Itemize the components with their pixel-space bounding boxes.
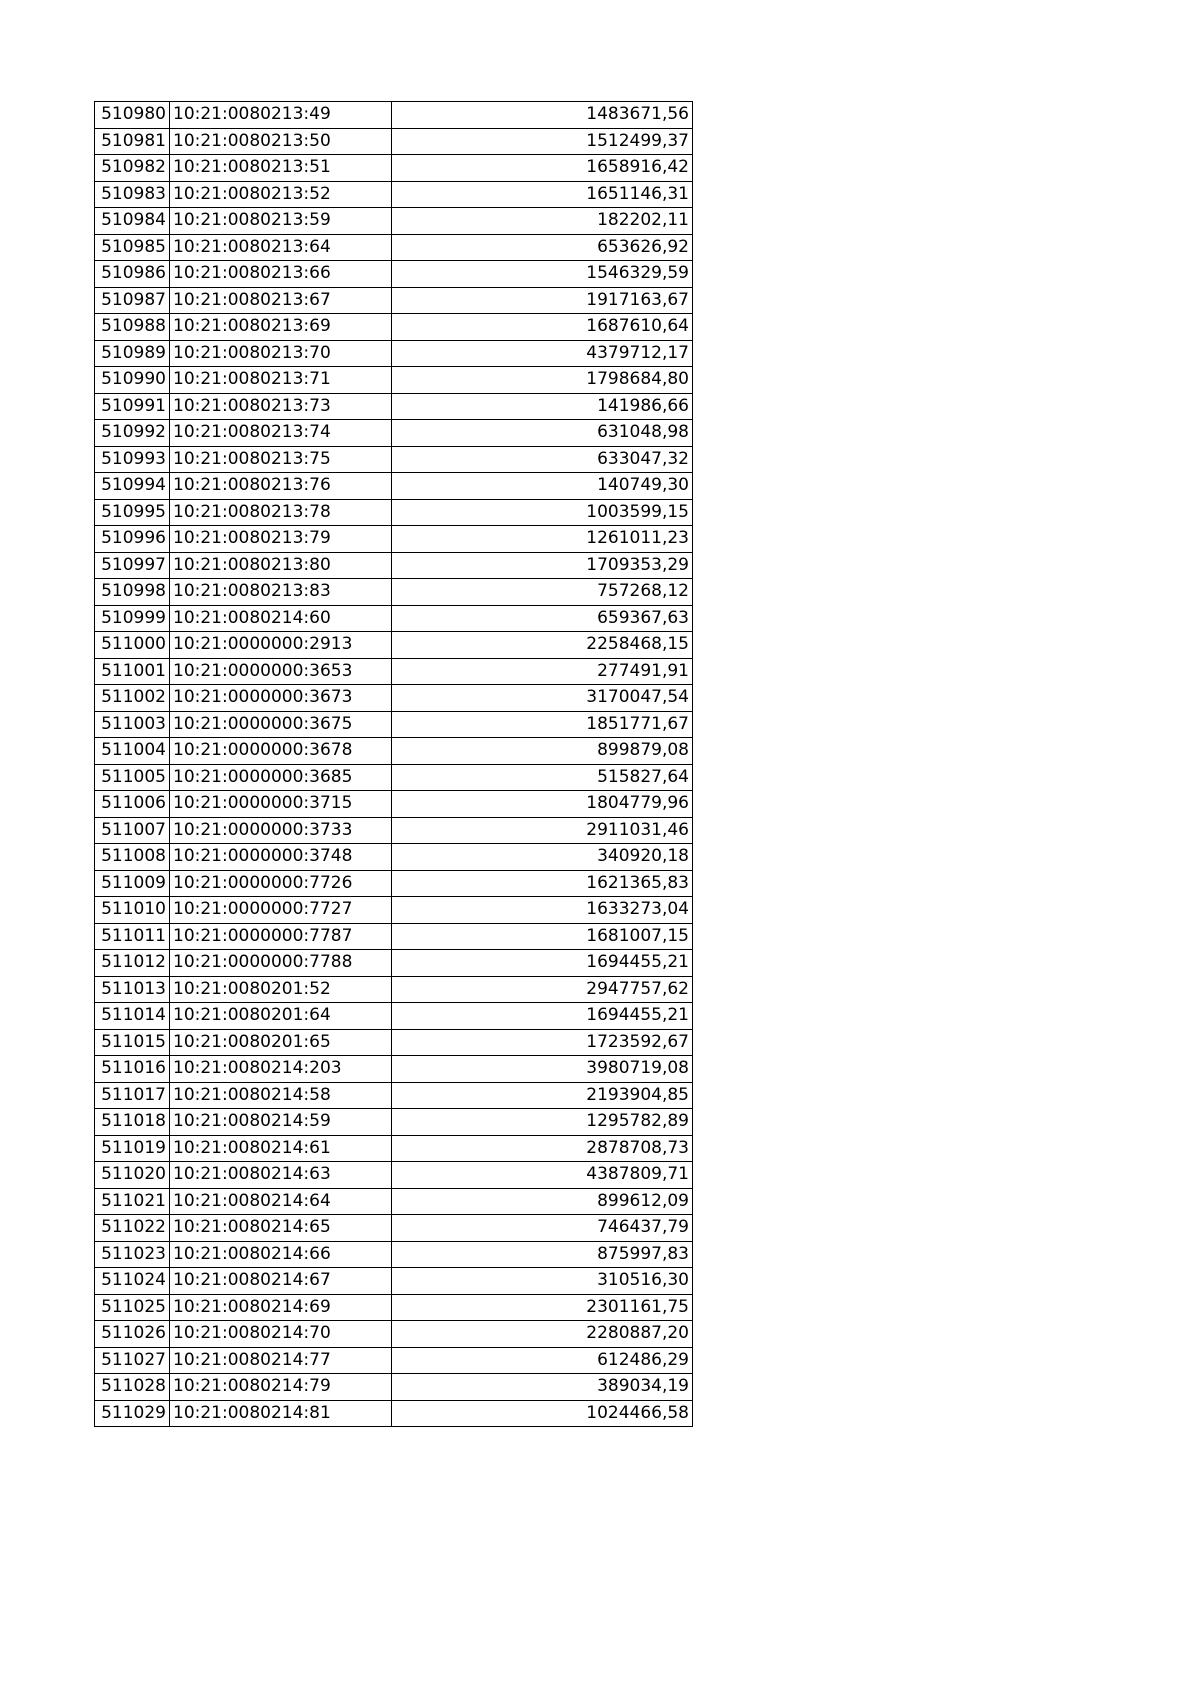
row-id-cell: 511027 [95, 1347, 170, 1374]
table-row [95, 314, 693, 341]
cadastral-code-cell: 10:21:0080213:78 [170, 499, 392, 526]
row-id-cell: 511026 [95, 1321, 170, 1348]
table-row [95, 1321, 693, 1348]
cadastral-code-cell: 10:21:0000000:3685 [170, 764, 392, 791]
row-id-cell: 510986 [95, 261, 170, 288]
cadastral-code-cell: 10:21:0000000:7727 [170, 897, 392, 924]
cadastral-code-cell: 10:21:0080213:73 [170, 393, 392, 420]
table-row [95, 1109, 693, 1136]
row-id-cell: 510997 [95, 552, 170, 579]
row-id-cell: 511029 [95, 1400, 170, 1427]
table-row [95, 155, 693, 182]
amount-cell: 340920,18 [392, 844, 693, 871]
cadastral-code-cell: 10:21:0080214:61 [170, 1135, 392, 1162]
cadastral-code-cell: 10:21:0000000:3748 [170, 844, 392, 871]
amount-cell: 1483671,56 [392, 102, 693, 129]
cadastral-code-cell: 10:21:0080214:81 [170, 1400, 392, 1427]
amount-cell: 1295782,89 [392, 1109, 693, 1136]
amount-cell: 4387809,71 [392, 1162, 693, 1189]
amount-cell: 389034,19 [392, 1374, 693, 1401]
amount-cell: 182202,11 [392, 208, 693, 235]
amount-cell: 631048,98 [392, 420, 693, 447]
row-id-cell: 510996 [95, 526, 170, 553]
cadastral-code-cell: 10:21:0080213:52 [170, 181, 392, 208]
row-id-cell: 511006 [95, 791, 170, 818]
cadastral-code-cell: 10:21:0080213:51 [170, 155, 392, 182]
table-row [95, 1374, 693, 1401]
row-id-cell: 511015 [95, 1029, 170, 1056]
cadastral-code-cell: 10:21:0000000:7788 [170, 950, 392, 977]
amount-cell: 633047,32 [392, 446, 693, 473]
table-row [95, 764, 693, 791]
row-id-cell: 510995 [95, 499, 170, 526]
cadastral-code-cell: 10:21:0080214:60 [170, 605, 392, 632]
row-id-cell: 510988 [95, 314, 170, 341]
row-id-cell: 511001 [95, 658, 170, 685]
amount-cell: 746437,79 [392, 1215, 693, 1242]
row-id-cell: 511028 [95, 1374, 170, 1401]
row-id-cell: 511022 [95, 1215, 170, 1242]
cadastral-code-cell: 10:21:0080214:66 [170, 1241, 392, 1268]
row-id-cell: 511011 [95, 923, 170, 950]
amount-cell: 2301161,75 [392, 1294, 693, 1321]
row-id-cell: 511017 [95, 1082, 170, 1109]
amount-cell: 653626,92 [392, 234, 693, 261]
amount-cell: 899612,09 [392, 1188, 693, 1215]
table-row [95, 632, 693, 659]
amount-cell: 875997,83 [392, 1241, 693, 1268]
table-row [95, 579, 693, 606]
table-row [95, 128, 693, 155]
cadastral-code-cell: 10:21:0080214:63 [170, 1162, 392, 1189]
amount-cell: 3980719,08 [392, 1056, 693, 1083]
table-row [95, 552, 693, 579]
table-row [95, 685, 693, 712]
table-row [95, 1347, 693, 1374]
table-body [95, 102, 693, 1427]
table-row [95, 393, 693, 420]
amount-cell: 1709353,29 [392, 552, 693, 579]
row-id-cell: 511010 [95, 897, 170, 924]
table-row [95, 1082, 693, 1109]
row-id-cell: 511012 [95, 950, 170, 977]
table-row [95, 340, 693, 367]
cadastral-code-cell: 10:21:0080213:67 [170, 287, 392, 314]
table-row [95, 711, 693, 738]
cadastral-code-cell: 10:21:0000000:3653 [170, 658, 392, 685]
table-row [95, 1268, 693, 1295]
row-id-cell: 510993 [95, 446, 170, 473]
row-id-cell: 510989 [95, 340, 170, 367]
table-row [95, 208, 693, 235]
cadastral-code-cell: 10:21:0000000:7726 [170, 870, 392, 897]
table-row [95, 658, 693, 685]
table-row [95, 1135, 693, 1162]
table-row [95, 1188, 693, 1215]
cadastral-code-cell: 10:21:0080213:76 [170, 473, 392, 500]
amount-cell: 1261011,23 [392, 526, 693, 553]
cadastral-code-cell: 10:21:0080214:69 [170, 1294, 392, 1321]
amount-cell: 1512499,37 [392, 128, 693, 155]
row-id-cell: 511025 [95, 1294, 170, 1321]
amount-cell: 310516,30 [392, 1268, 693, 1295]
row-id-cell: 510992 [95, 420, 170, 447]
table-row [95, 1056, 693, 1083]
amount-cell: 3170047,54 [392, 685, 693, 712]
cadastral-code-cell: 10:21:0080201:64 [170, 1003, 392, 1030]
amount-cell: 4379712,17 [392, 340, 693, 367]
row-id-cell: 511024 [95, 1268, 170, 1295]
table-row [95, 499, 693, 526]
cadastral-code-cell: 10:21:0080214:203 [170, 1056, 392, 1083]
cadastral-code-cell: 10:21:0080214:64 [170, 1188, 392, 1215]
table-row [95, 1215, 693, 1242]
table-row [95, 1400, 693, 1427]
amount-cell: 141986,66 [392, 393, 693, 420]
cadastral-code-cell: 10:21:0080213:69 [170, 314, 392, 341]
cadastral-code-cell: 10:21:0080213:59 [170, 208, 392, 235]
table-row [95, 261, 693, 288]
table-row [95, 234, 693, 261]
row-id-cell: 510998 [95, 579, 170, 606]
cadastral-code-cell: 10:21:0080213:70 [170, 340, 392, 367]
row-id-cell: 511002 [95, 685, 170, 712]
row-id-cell: 511004 [95, 738, 170, 765]
cadastral-code-cell: 10:21:0080213:64 [170, 234, 392, 261]
cadastral-code-cell: 10:21:0000000:2913 [170, 632, 392, 659]
cadastral-code-cell: 10:21:0080214:67 [170, 1268, 392, 1295]
row-id-cell: 510983 [95, 181, 170, 208]
row-id-cell: 510999 [95, 605, 170, 632]
row-id-cell: 510987 [95, 287, 170, 314]
cadastral-code-cell: 10:21:0080214:77 [170, 1347, 392, 1374]
amount-cell: 1621365,83 [392, 870, 693, 897]
row-id-cell: 511020 [95, 1162, 170, 1189]
table-row [95, 287, 693, 314]
row-id-cell: 511023 [95, 1241, 170, 1268]
table-row [95, 102, 693, 129]
row-id-cell: 510982 [95, 155, 170, 182]
cadastral-code-cell: 10:21:0080214:79 [170, 1374, 392, 1401]
table-row [95, 1162, 693, 1189]
amount-cell: 1723592,67 [392, 1029, 693, 1056]
amount-cell: 659367,63 [392, 605, 693, 632]
row-id-cell: 510984 [95, 208, 170, 235]
row-id-cell: 511014 [95, 1003, 170, 1030]
data-table [94, 101, 693, 1427]
table-row [95, 605, 693, 632]
amount-cell: 1546329,59 [392, 261, 693, 288]
table-row [95, 420, 693, 447]
cadastral-code-cell: 10:21:0080201:65 [170, 1029, 392, 1056]
amount-cell: 1798684,80 [392, 367, 693, 394]
table-row [95, 1003, 693, 1030]
cadastral-code-cell: 10:21:0080213:49 [170, 102, 392, 129]
amount-cell: 2878708,73 [392, 1135, 693, 1162]
amount-cell: 1851771,67 [392, 711, 693, 738]
table-row [95, 950, 693, 977]
amount-cell: 1024466,58 [392, 1400, 693, 1427]
cadastral-code-cell: 10:21:0080214:59 [170, 1109, 392, 1136]
table-row [95, 844, 693, 871]
row-id-cell: 511008 [95, 844, 170, 871]
cadastral-code-cell: 10:21:0000000:7787 [170, 923, 392, 950]
table-row [95, 870, 693, 897]
table-row [95, 1294, 693, 1321]
amount-cell: 1694455,21 [392, 1003, 693, 1030]
amount-cell: 140749,30 [392, 473, 693, 500]
amount-cell: 757268,12 [392, 579, 693, 606]
table-row [95, 181, 693, 208]
row-id-cell: 511016 [95, 1056, 170, 1083]
row-id-cell: 510990 [95, 367, 170, 394]
row-id-cell: 510985 [95, 234, 170, 261]
cadastral-code-cell: 10:21:0000000:3715 [170, 791, 392, 818]
amount-cell: 2947757,62 [392, 976, 693, 1003]
row-id-cell: 511003 [95, 711, 170, 738]
table-row [95, 897, 693, 924]
table-row [95, 473, 693, 500]
table-row [95, 738, 693, 765]
cadastral-code-cell: 10:21:0000000:3673 [170, 685, 392, 712]
row-id-cell: 511005 [95, 764, 170, 791]
amount-cell: 612486,29 [392, 1347, 693, 1374]
amount-cell: 1694455,21 [392, 950, 693, 977]
amount-cell: 899879,08 [392, 738, 693, 765]
cadastral-code-cell: 10:21:0000000:3675 [170, 711, 392, 738]
cadastral-code-cell: 10:21:0080213:75 [170, 446, 392, 473]
table-row [95, 1029, 693, 1056]
amount-cell: 1687610,64 [392, 314, 693, 341]
amount-cell: 1681007,15 [392, 923, 693, 950]
cadastral-code-cell: 10:21:0000000:3733 [170, 817, 392, 844]
row-id-cell: 511018 [95, 1109, 170, 1136]
amount-cell: 1003599,15 [392, 499, 693, 526]
row-id-cell: 511019 [95, 1135, 170, 1162]
table-row [95, 817, 693, 844]
cadastral-code-cell: 10:21:0080213:71 [170, 367, 392, 394]
cadastral-code-cell: 10:21:0080213:50 [170, 128, 392, 155]
table-row [95, 923, 693, 950]
row-id-cell: 511013 [95, 976, 170, 1003]
cadastral-code-cell: 10:21:0080213:79 [170, 526, 392, 553]
amount-cell: 1658916,42 [392, 155, 693, 182]
amount-cell: 277491,91 [392, 658, 693, 685]
table-row [95, 976, 693, 1003]
row-id-cell: 510981 [95, 128, 170, 155]
table-row [95, 791, 693, 818]
cadastral-code-cell: 10:21:0080214:65 [170, 1215, 392, 1242]
table-row [95, 1241, 693, 1268]
amount-cell: 2911031,46 [392, 817, 693, 844]
row-id-cell: 510980 [95, 102, 170, 129]
cadastral-code-cell: 10:21:0080213:66 [170, 261, 392, 288]
table-row [95, 446, 693, 473]
row-id-cell: 511007 [95, 817, 170, 844]
amount-cell: 1633273,04 [392, 897, 693, 924]
table-row [95, 526, 693, 553]
cadastral-code-cell: 10:21:0080213:74 [170, 420, 392, 447]
row-id-cell: 510991 [95, 393, 170, 420]
cadastral-code-cell: 10:21:0000000:3678 [170, 738, 392, 765]
amount-cell: 2193904,85 [392, 1082, 693, 1109]
amount-cell: 1651146,31 [392, 181, 693, 208]
cadastral-code-cell: 10:21:0080201:52 [170, 976, 392, 1003]
cadastral-code-cell: 10:21:0080213:83 [170, 579, 392, 606]
cadastral-code-cell: 10:21:0080214:70 [170, 1321, 392, 1348]
row-id-cell: 511000 [95, 632, 170, 659]
row-id-cell: 511021 [95, 1188, 170, 1215]
amount-cell: 515827,64 [392, 764, 693, 791]
table-row [95, 367, 693, 394]
cadastral-code-cell: 10:21:0080214:58 [170, 1082, 392, 1109]
amount-cell: 2280887,20 [392, 1321, 693, 1348]
amount-cell: 2258468,15 [392, 632, 693, 659]
row-id-cell: 510994 [95, 473, 170, 500]
cadastral-code-cell: 10:21:0080213:80 [170, 552, 392, 579]
amount-cell: 1804779,96 [392, 791, 693, 818]
row-id-cell: 511009 [95, 870, 170, 897]
amount-cell: 1917163,67 [392, 287, 693, 314]
